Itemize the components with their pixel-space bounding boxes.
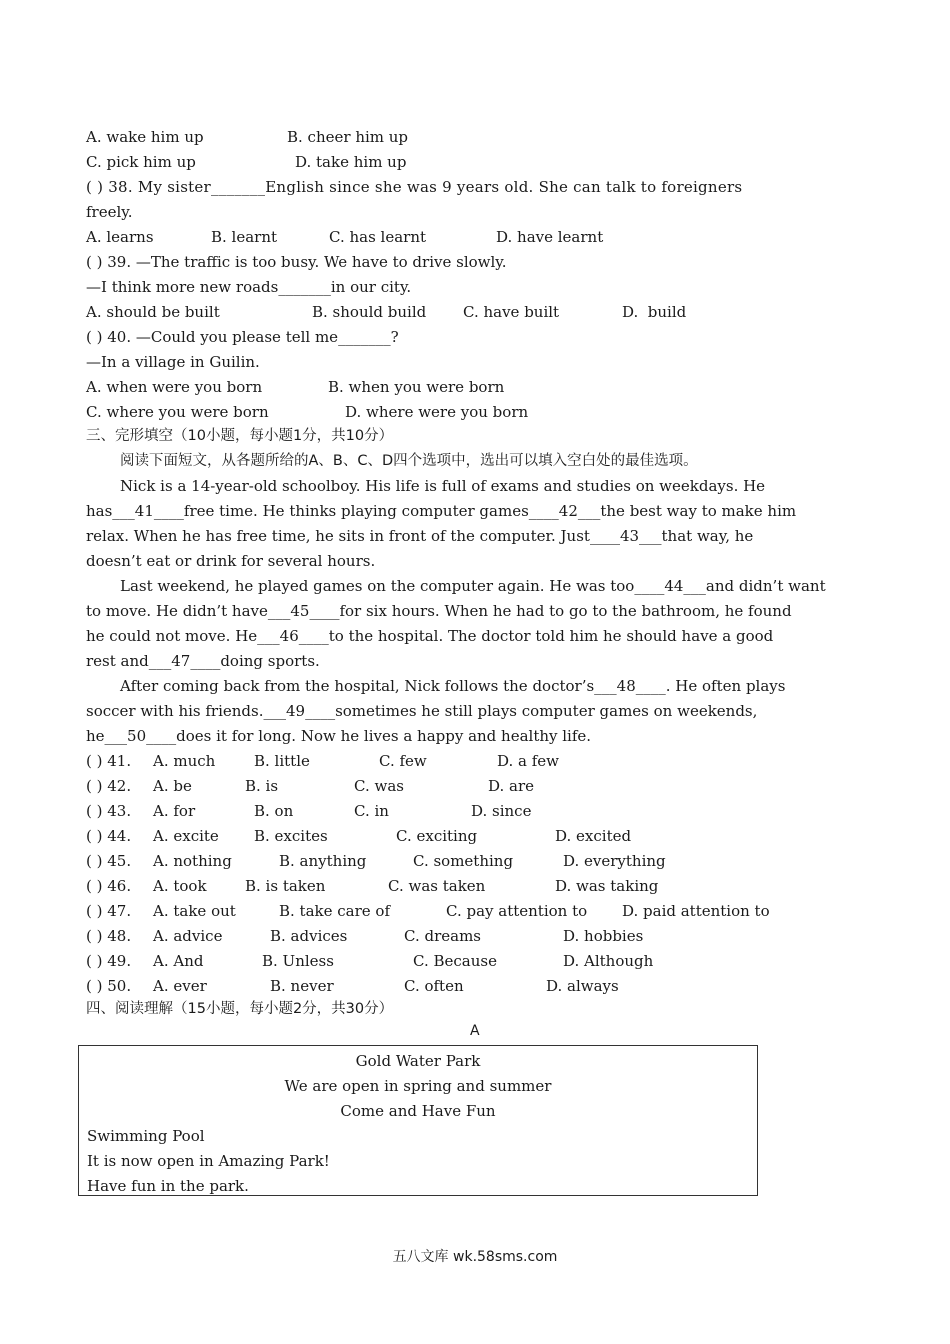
option-d: D. everything <box>563 852 666 870</box>
option-d: D. was taking <box>555 877 659 895</box>
option-d: D. hobbies <box>563 927 644 945</box>
option-a: A. much <box>153 752 216 770</box>
cloze-paragraph-3-line-3: he___50____does it for long. Now he lives a happy and healthy life. <box>86 727 592 745</box>
cloze-paragraph-1-line-4: doesn’t eat or drink for several hours. <box>86 552 376 570</box>
option-a: A. ever <box>153 977 207 995</box>
q40-response: —In a village in Guilin. <box>86 353 260 371</box>
option-a: A. advice <box>153 927 223 945</box>
q38-stem-cont: freely. <box>86 203 133 221</box>
option-b: B. Unless <box>262 952 334 970</box>
option-a: A. take out <box>153 902 236 920</box>
option-c: C. dreams <box>404 927 481 945</box>
q38-option-b: B. learnt <box>211 228 278 246</box>
option-a: A. nothing <box>153 852 232 870</box>
option-c: C. few <box>379 752 427 770</box>
option-number: ( ) 42. <box>86 777 132 795</box>
option-c: C. something <box>413 852 514 870</box>
cloze-paragraph-2-line-2: to move. He didn’t have___45____for six hours. When he had to go to the bathroom, he found <box>86 602 792 620</box>
q38-option-d: D. have learnt <box>496 228 604 246</box>
cloze-paragraph-3-line-1: After coming back from the hospital, Nick follows the doctor’s___48____. He often plays <box>120 677 786 695</box>
q39-option-b: B. should build <box>312 303 427 321</box>
q40-stem: ( ) 40. —Could you please tell me_______? <box>86 328 399 346</box>
option-d: D. Although <box>563 952 654 970</box>
q39-stem: ( ) 39. —The traffic is too busy. We have to drive slowly. <box>86 253 507 271</box>
cloze-p1-l1-text: Nick is a 14-year-old schoolboy. His life is full of exams and studies on weekdays. He <box>120 477 766 495</box>
option-number: ( ) 48. <box>86 927 132 945</box>
q39-response: —I think more new roads_______in our city. <box>86 278 412 296</box>
option-a: A. be <box>153 777 192 795</box>
cloze-paragraph-2-line-3: he could not move. He___46____to the hospital. The doctor told him he should have a good <box>86 627 774 645</box>
option-b: B. little <box>254 752 310 770</box>
option-c: C. exciting <box>396 827 478 845</box>
section-3-heading: 三、完形填空（10小题，每小题1分，共10分） <box>86 428 394 444</box>
q38-option-a: A. learns <box>86 228 154 246</box>
option-d: D. paid attention to <box>622 902 770 920</box>
advertisement-box <box>78 1045 758 1196</box>
option-d: D. a few <box>497 752 560 770</box>
option-d: D. since <box>471 802 532 820</box>
box-title: Gold Water Park <box>355 1052 481 1070</box>
option-number: ( ) 46. <box>86 877 132 895</box>
q40-option-a: A. when were you born <box>86 378 263 396</box>
cloze-paragraph-2-line-4: rest and___47____doing sports. <box>86 652 320 670</box>
footer-watermark: 五八文库 wk.58sms.com <box>392 1249 558 1265</box>
option-number: ( ) 41. <box>86 752 132 770</box>
q40-option-d: D. where were you born <box>345 403 529 421</box>
option-b: B. advices <box>270 927 348 945</box>
q39-option-d: D. build <box>622 303 687 321</box>
option-a: A. excite <box>153 827 219 845</box>
option-b: B. excites <box>254 827 328 845</box>
cloze-paragraph-1-line-3: relax. When he has free time, he sits in front of the computer. Just____43___that way, he <box>86 527 754 545</box>
box-subtitle: We are open in spring and summer <box>284 1077 552 1095</box>
option-a: A. for <box>153 802 196 820</box>
option-b: B. never <box>270 977 334 995</box>
option-c: C. Because <box>413 952 497 970</box>
box-sub-heading: Swimming Pool <box>87 1127 205 1145</box>
cloze-paragraph-1-line-2: has___41____free time. He thinks playing computer games____42___the best way to make him <box>86 502 797 520</box>
box-text-2: Have fun in the park. <box>87 1177 249 1195</box>
option-d: D. always <box>546 977 619 995</box>
q37-option-d: D. take him up <box>295 153 407 171</box>
option-b: B. is taken <box>245 877 326 895</box>
q39-option-a: A. should be built <box>86 303 220 321</box>
cloze-paragraph-2-line-1: Last weekend, he played games on the computer again. He was too____44___and didn’t want <box>120 577 826 595</box>
box-tagline: Come and Have Fun <box>340 1102 496 1120</box>
option-a: A. took <box>153 877 207 895</box>
option-b: B. anything <box>279 852 367 870</box>
option-b: B. take care of <box>279 902 391 920</box>
q39-option-c: C. have built <box>463 303 560 321</box>
option-c: C. often <box>404 977 464 995</box>
q38-option-c: C. has learnt <box>329 228 427 246</box>
q40-option-b: B. when you were born <box>328 378 505 396</box>
option-a: A. And <box>153 952 204 970</box>
q37-option-a: A. wake him up <box>86 128 204 146</box>
passage-label: A <box>470 1023 480 1039</box>
cloze-paragraph-1-line-1 <box>120 476 863 496</box>
section-3-instruction: 阅读下面短文，从各题所给的A、B、C、D四个选项中，选出可以填入空白处的最佳选项。 <box>120 453 698 469</box>
option-c: C. was taken <box>388 877 486 895</box>
option-number: ( ) 44. <box>86 827 132 845</box>
option-c: C. in <box>354 802 389 820</box>
option-number: ( ) 49. <box>86 952 132 970</box>
q37-option-b: B. cheer him up <box>287 128 409 146</box>
option-b: B. on <box>254 802 294 820</box>
option-d: D. are <box>488 777 535 795</box>
option-d: D. excited <box>555 827 632 845</box>
option-number: ( ) 47. <box>86 902 132 920</box>
q38-stem: ( ) 38. My sister_______English since she was 9 years old. She can talk to foreigners <box>86 178 743 196</box>
option-c: C. was <box>354 777 404 795</box>
option-b: B. is <box>245 777 279 795</box>
cloze-paragraph-3-line-2: soccer with his friends.___49____sometimes he still plays computer games on weekends, <box>86 702 758 720</box>
q37-option-c: C. pick him up <box>86 153 196 171</box>
section-4-heading: 四、阅读理解（15小题，每小题2分，共30分） <box>86 1001 394 1017</box>
option-number: ( ) 43. <box>86 802 132 820</box>
option-number: ( ) 45. <box>86 852 132 870</box>
option-number: ( ) 50. <box>86 977 132 995</box>
q40-option-c: C. where you were born <box>86 403 269 421</box>
box-text-1: It is now open in Amazing Park! <box>87 1152 330 1170</box>
option-c: C. pay attention to <box>446 902 588 920</box>
